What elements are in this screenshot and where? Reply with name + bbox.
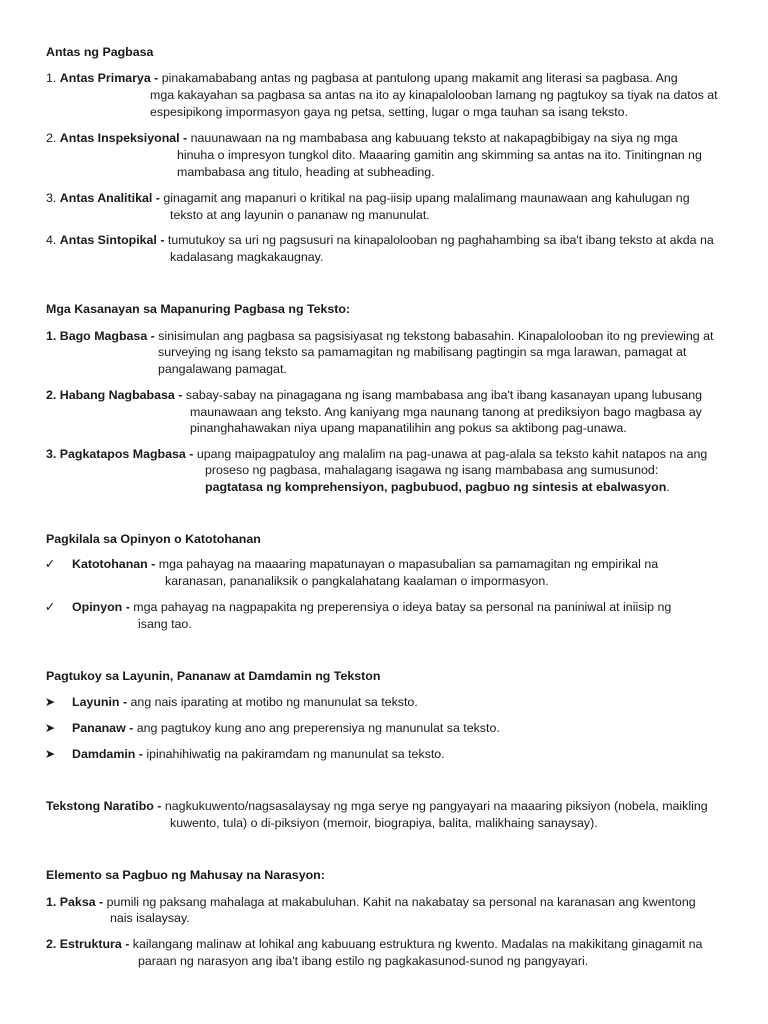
item-text: kailangang malinaw at lohikal ang kabuuang estruktura ng kwento. Madalas na makikitang ginagamit na bbox=[132, 937, 703, 951]
item-text: ginagamit ang mapanuri o kritikal na pag-iisip upang malalimang maunawaan ang kahulugan ng bbox=[163, 191, 690, 205]
item-text: mga pahayag na maaaring mapatunayan o mapasubalian sa pamamagitan ng empirikal na bbox=[158, 557, 659, 571]
item-term: 1. Paksa - bbox=[46, 895, 104, 909]
item-text: kadalasang magkakaugnay. bbox=[170, 250, 324, 264]
list-item bbox=[46, 446, 707, 462]
list-item bbox=[72, 746, 445, 762]
item-text: paraan ng narasyon ang iba't ibang estilo ng pagkakasunod-sunod ng pangyayari. bbox=[138, 954, 589, 968]
section-heading-elemento: Elemento sa Pagbuo ng Mahusay na Narasyon: bbox=[46, 868, 325, 882]
checkmark-icon: ✓ bbox=[44, 557, 56, 571]
list-item bbox=[46, 130, 678, 146]
item-text: ang nais iparating at motibo ng manunulat sa teksto. bbox=[130, 695, 418, 709]
item-term: 3. Pagkatapos Magbasa - bbox=[46, 447, 194, 461]
item-number: 2. bbox=[46, 131, 57, 145]
item-text: maunawaan ang teksto. Ang kaniyang mga naunang tanong at prediksiyon bago magbasa ay bbox=[190, 405, 702, 419]
item-text: upang maipagpatuloy ang malalim na pag-unawa at pag-alala sa teksto kahit natapos na ang bbox=[196, 447, 708, 461]
emphasis-end: . bbox=[666, 480, 670, 494]
item-term: Tekstong Naratibo - bbox=[46, 799, 162, 813]
item-text: teksto at ang layunin o pananaw ng manunulat. bbox=[170, 208, 430, 222]
item-text: hinuha o impresyon tungkol dito. Maaaring gamitin ang skimming sa antas na ito. Tinitingnan ng bbox=[177, 148, 702, 162]
checkmark-icon: ✓ bbox=[44, 600, 56, 614]
item-text-emphasis bbox=[205, 479, 670, 495]
list-item bbox=[46, 232, 714, 248]
item-text: espesipikong impormasyon gaya ng petsa, setting, lugar o mga tauhan sa isang teksto. bbox=[150, 105, 629, 119]
list-item bbox=[72, 599, 671, 615]
item-term: Antas Inspeksiyonal - bbox=[59, 131, 188, 145]
arrow-bullet-icon: ➤ bbox=[44, 747, 56, 761]
item-text: pinanghahawakan niya upang mapanatilihin ang pokus sa aktibong pag-unawa. bbox=[190, 421, 627, 435]
arrow-bullet-icon: ➤ bbox=[44, 695, 56, 709]
item-text: mga pahayag na nagpapakita ng preperensiya o ideya batay sa personal na paniniwal at iniisip ng bbox=[133, 600, 672, 614]
item-term: Antas Sintopikal - bbox=[59, 233, 165, 247]
list-item bbox=[72, 720, 500, 736]
item-text: karanasan, pananaliksik o pangkalahatang kaalaman o impormasyon. bbox=[165, 574, 549, 588]
item-text: proseso ng pagbasa, mahalagang isagawa ng isang mambabasa ang sumusunod: bbox=[205, 463, 659, 477]
definition-naratibo bbox=[46, 798, 708, 814]
item-term: 2. Estruktura - bbox=[46, 937, 130, 951]
item-term: Layunin - bbox=[72, 695, 128, 709]
item-text: pangalawang pamagat. bbox=[158, 362, 287, 376]
item-text: isang tao. bbox=[138, 617, 192, 631]
item-text: ipinahihiwatig na pakiramdam ng manunulat sa teksto. bbox=[146, 747, 445, 761]
section-heading-antas: Antas ng Pagbasa bbox=[46, 45, 154, 59]
emphasis-text: pagtatasa ng komprehensiyon, pagbubuod, pagbuo ng sintesis at ebalwasyon bbox=[205, 480, 667, 494]
section-heading-opinyon: Pagkilala sa Opinyon o Katotohanan bbox=[46, 532, 261, 546]
list-item bbox=[46, 328, 713, 344]
item-term: Damdamin - bbox=[72, 747, 143, 761]
item-text: pinakamababang antas ng pagbasa at pantulong upang makamit ang literasi sa pagbasa. Ang bbox=[161, 71, 678, 85]
item-term: Antas Analitikal - bbox=[59, 191, 160, 205]
section-heading-kasanayan: Mga Kasanayan sa Mapanuring Pagbasa ng Teksto: bbox=[46, 302, 351, 316]
section-heading-layunin: Pagtukoy sa Layunin, Pananaw at Damdamin ng Tekston bbox=[46, 669, 381, 683]
list-item bbox=[46, 894, 696, 910]
item-term: Opinyon - bbox=[72, 600, 130, 614]
item-number: 1. bbox=[46, 71, 57, 85]
list-item bbox=[46, 190, 690, 206]
item-text: mga kakayahan sa pagbasa sa antas na ito ay kinapalolooban lamang ng pagtukoy sa tiyak na datos at bbox=[150, 88, 718, 102]
arrow-bullet-icon: ➤ bbox=[44, 721, 56, 735]
item-text: nais isalaysay. bbox=[110, 911, 190, 925]
item-text: mambabasa ang titulo, heading at subheading. bbox=[177, 165, 435, 179]
list-item bbox=[46, 936, 702, 952]
item-term: Katotohanan - bbox=[72, 557, 156, 571]
list-item bbox=[72, 556, 658, 572]
list-item bbox=[46, 70, 678, 86]
list-item bbox=[72, 694, 418, 710]
item-term: 1. Bago Magbasa - bbox=[46, 329, 155, 343]
item-text: sinisimulan ang pagbasa sa pagsisiyasat ng tekstong babasahin. Kinapalolooban ito ng previewing at bbox=[158, 329, 714, 343]
item-text: surveying ng isang teksto sa pamamagitan ng mabilisang pagtingin sa mga larawan, pamagat at bbox=[158, 345, 687, 359]
item-text: nauunawaan na ng mambabasa ang kabuuang teksto at nakapagbibigay na siya ng mga bbox=[190, 131, 678, 145]
item-term: 2. Habang Nagbabasa - bbox=[46, 388, 183, 402]
item-number: 3. bbox=[46, 191, 57, 205]
item-text: nagkukuwento/nagsasalaysay ng mga serye ng pangyayari na maaaring piksiyon (nobela, maikling bbox=[164, 799, 708, 813]
item-term: Antas Primarya - bbox=[59, 71, 159, 85]
item-number: 4. bbox=[46, 233, 57, 247]
item-term: Pananaw - bbox=[72, 721, 134, 735]
item-text: kuwento, tula) o di-piksiyon (memoir, biograpiya, balita, malikhaing sanaysay). bbox=[170, 816, 598, 830]
item-text: tumutukoy sa uri ng pagsusuri na kinapalolooban ng paghahambing sa iba't ibang teksto at akda na bbox=[167, 233, 714, 247]
list-item bbox=[46, 387, 702, 403]
item-text: sabay-sabay na pinagagana ng isang mambabasa ang iba't ibang kasanayan upang lubusang bbox=[185, 388, 703, 402]
item-text: ang pagtukoy kung ano ang preperensiya ng manunulat sa teksto. bbox=[136, 721, 500, 735]
item-text: pumili ng paksang mahalaga at makabuluhan. Kahit na nakabatay sa personal na karanasan ang kwentong bbox=[106, 895, 696, 909]
